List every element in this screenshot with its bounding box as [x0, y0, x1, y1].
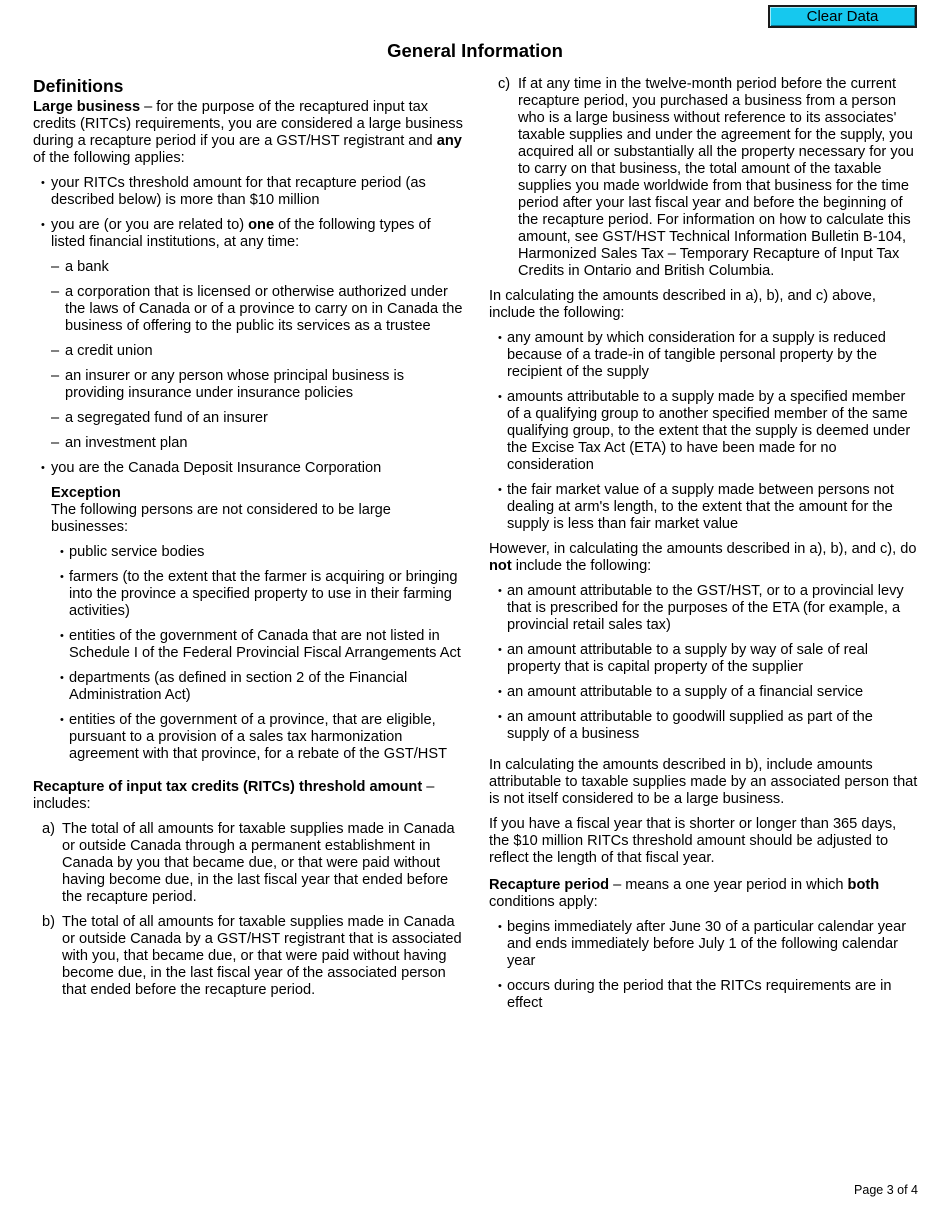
fiscal-year-note: If you have a fiscal year that is shorter or longer than 365 days, the $10 million RITCs threshold amount should be adjusted to reflect the length of that fiscal year.	[489, 816, 897, 866]
exception-item: • farmers (to the extent that the farmer is acquiring or bringing into the province a specified property to use in their farming activities)	[33, 569, 463, 620]
recapture-period-conditions	[489, 919, 919, 1012]
large-business-text: – for the purpose of the recaptured input tax credits (RITCs) requirements, you are considered a large business during a recapture period if you are a GST/HST registrant and	[33, 99, 463, 149]
recapture-period-text-end: conditions apply:	[489, 894, 598, 910]
exception-block	[33, 485, 463, 536]
threshold-item-c	[489, 76, 919, 280]
recapture-condition: • begins immediately after June 30 of a particular calendar year and ends immediately before July 1 of the following calendar year	[489, 919, 919, 970]
threshold-item-a	[33, 821, 463, 906]
include-intro: In calculating the amounts described in a), b), and c) above, include the following:	[489, 288, 876, 321]
exception-intro: The following persons are not considered to be large businesses:	[51, 502, 391, 535]
condition-text-end: of the following types of listed financial institutions, at any time:	[51, 217, 431, 250]
item-label: b)	[42, 914, 55, 930]
exclude-item: • an amount attributable to a supply of a financial service	[489, 684, 919, 701]
financial-institutions-list	[33, 259, 463, 452]
one-emphasis: one	[248, 217, 275, 233]
condition-cdic: • you are the Canada Deposit Insurance Corporation	[33, 460, 463, 477]
exception-item: • entities of the government of a province, that are eligible, pursuant to a provision of a sales tax harmonization agreement with that province, for a rebate of the GST/HST	[33, 712, 463, 763]
item-text: The total of all amounts for taxable supplies made in Canada or outside Canada through a permanent establishment in Canada by you that became due, or that were paid without having become due, in the last fiscal year that ended before the recapture period.	[62, 821, 455, 905]
threshold-item-b	[33, 914, 463, 999]
associated-note: In calculating the amounts described in b), include amounts attributable to taxable supplies made by an associated person that is not itself considered to be a large business.	[489, 757, 918, 807]
large-business-definition	[33, 99, 463, 167]
exception-heading: Exception	[51, 485, 121, 501]
any-emphasis: any	[436, 133, 462, 149]
threshold-items-cont	[489, 76, 919, 280]
page-number: Page 3 of 4	[854, 1183, 918, 1197]
clear-data-button[interactable]: Clear Data	[768, 5, 917, 28]
condition-financial-institution	[33, 217, 463, 251]
large-business-text-end: of the following applies:	[33, 150, 185, 166]
recapture-period-definition	[489, 877, 919, 911]
include-list	[489, 330, 919, 533]
both-emphasis: both	[847, 877, 880, 893]
item-label: c)	[498, 76, 511, 92]
recapture-period-term: Recapture period	[489, 877, 610, 893]
not-emphasis: not	[489, 558, 512, 574]
institution-item: – a corporation that is licensed or otherwise authorized under the laws of Canada or of a province to carry on in Canada the business of offering to the public its services as a trustee	[33, 284, 463, 335]
institution-item: – an investment plan	[33, 435, 463, 452]
exclude-item: • an amount attributable to goodwill supplied as part of the supply of a business	[489, 709, 919, 743]
include-item: • the fair market value of a supply made between persons not dealing at arm's length, to the extent that the amount for the supply is less than fair market value	[489, 482, 919, 533]
definitions-heading: Definitions	[33, 76, 124, 96]
institution-item: – a bank	[33, 259, 463, 276]
condition-text: you are (or you are related to)	[51, 217, 249, 233]
exclude-item: • an amount attributable to the GST/HST, or to a provincial levy that is prescribed for the purposes of the ETA (for example, a provincial retail sales tax)	[489, 583, 919, 634]
exception-item: • entities of the government of Canada that are not listed in Schedule I of the Federal Provincial Fiscal Arrangements Act	[33, 628, 463, 662]
exclude-item: • an amount attributable to a supply by way of sale of real property that is capital property of the supplier	[489, 642, 919, 676]
exclude-intro-text: However, in calculating the amounts described in a), b), and c), do	[489, 541, 917, 557]
item-text: If at any time in the twelve-month period before the current recapture period, you purchased a business from a person who is a large business without reference to its associates' taxable supplies and under the agreement for the supply, you acquired all or substantially all the property necessary for you to carry on that business, the total amount of the taxable supplies you made worldwide from that business for the time period after your last fiscal year and before the beginning of the recapture period. For information on how to calculate this amount, see GST/HST Technical Information Bulletin B-104, Harmonized Sales Tax – Temporary Recapture of Input Tax Credits in Ontario and British Columbia.	[518, 76, 914, 279]
condition-threshold: • your RITCs threshold amount for that recapture period (as described below) is more than $10 million	[33, 175, 463, 209]
item-label: a)	[42, 821, 55, 837]
institution-item: – a segregated fund of an insurer	[33, 410, 463, 427]
left-column	[33, 76, 463, 1007]
right-column	[489, 76, 919, 1020]
exclude-list	[489, 583, 919, 743]
include-item: • amounts attributable to a supply made by a specified member of a qualifying group to another specified member of the same qualifying group, to the extent that the supply is deemed under the Excise Tax Act (ETA) to have been made for no consideration	[489, 389, 919, 474]
exception-item: • departments (as defined in section 2 of the Financial Administration Act)	[33, 670, 463, 704]
recapture-condition: • occurs during the period that the RITCs requirements are in effect	[489, 978, 919, 1012]
large-business-conditions-cont	[33, 460, 463, 477]
threshold-items	[33, 821, 463, 999]
institution-item: – a credit union	[33, 343, 463, 360]
exception-list	[33, 544, 463, 763]
threshold-suffix: – includes:	[33, 779, 435, 812]
large-business-term: Large business	[33, 99, 141, 115]
large-business-conditions	[33, 175, 463, 251]
item-text: The total of all amounts for taxable supplies made in Canada or outside Canada by a GST/HST registrant that is associated with you, that became due, or that were paid without having become due, in the last fiscal year of the associated person that ended before the recapture period.	[62, 914, 462, 998]
exception-item: • public service bodies	[33, 544, 463, 561]
threshold-definition	[33, 779, 463, 813]
exclude-intro	[489, 541, 919, 575]
page-title: General Information	[387, 40, 563, 61]
threshold-term: Recapture of input tax credits (RITCs) threshold amount	[33, 779, 423, 795]
recapture-period-text: – means a one year period in which	[609, 877, 848, 893]
exclude-intro-end: include the following:	[511, 558, 652, 574]
include-item: • any amount by which consideration for a supply is reduced because of a trade-in of tangible personal property by the recipient of the supply	[489, 330, 919, 381]
institution-item: – an insurer or any person whose principal business is providing insurance under insurance policies	[33, 368, 463, 402]
